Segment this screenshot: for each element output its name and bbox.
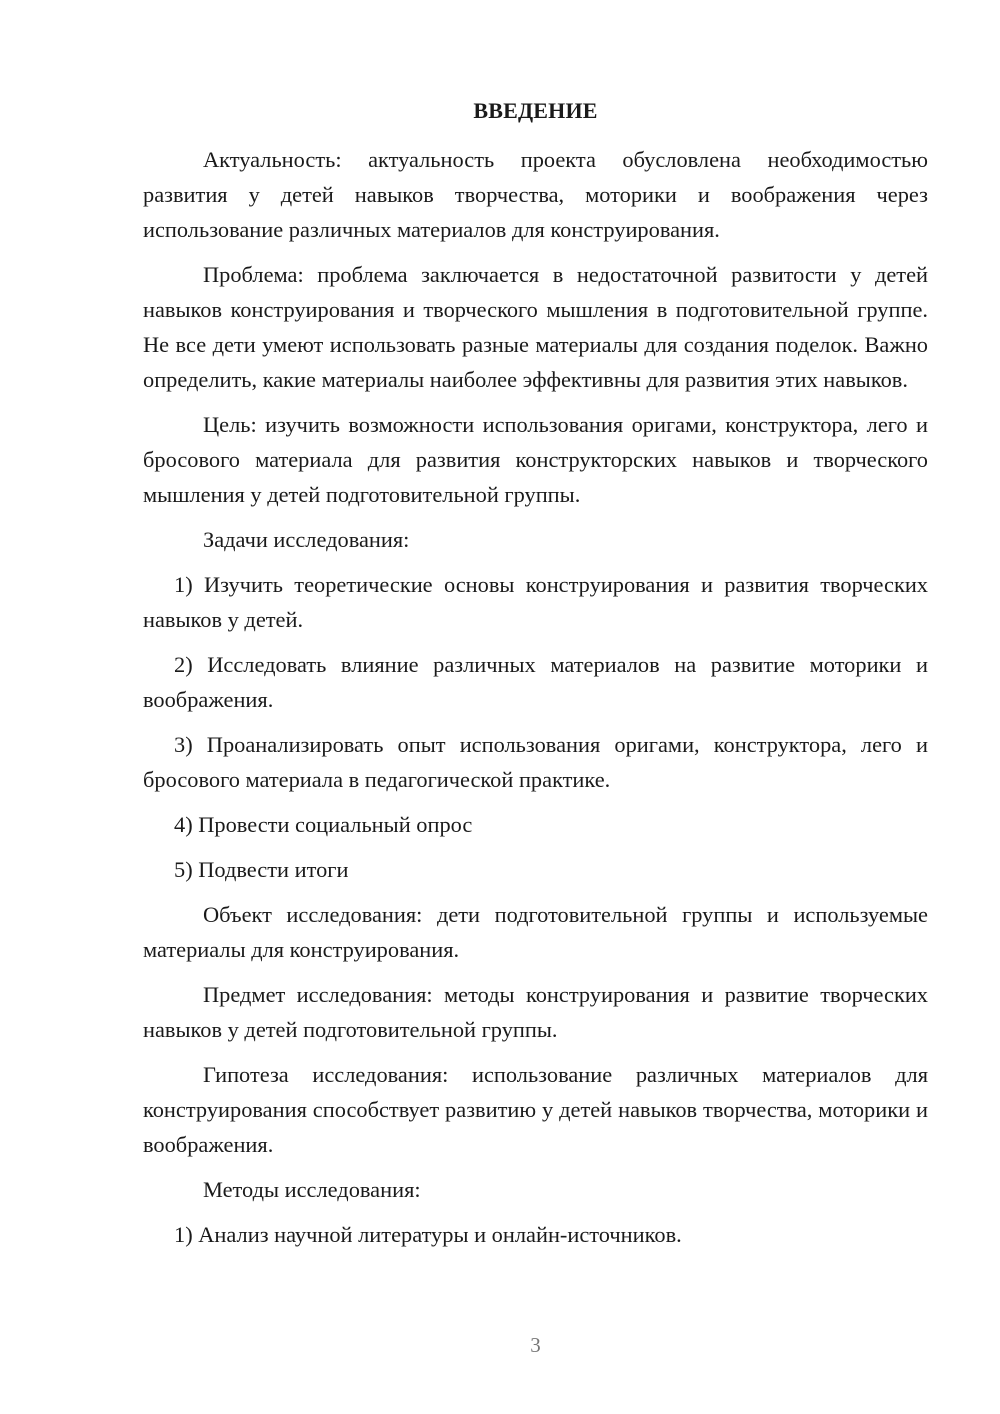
task-item-3: 3) Проанализировать опыт использования оригами, конструктора, лего и бросового материала в педагогической практике. — [143, 732, 928, 792]
section-title: ВВЕДЕНИЕ — [473, 98, 598, 123]
problem-paragraph: Проблема: проблема заключается в недостаточной развитости у детей навыков конструирования и творческого мышления в подготовительной группе. Не все дети умеют использовать разные материалы для создания поделок. Важно определить, какие материалы наиболее эффективны для развития этих навыков. — [143, 262, 928, 392]
subject-paragraph: Предмет исследования: методы конструирования и развитие творческих навыков у детей подготовительной группы. — [143, 982, 928, 1042]
task-item-2: 2) Исследовать влияние различных материалов на развитие моторики и воображения. — [143, 652, 928, 712]
page-number: 3 — [530, 1333, 541, 1357]
document-body — [143, 142, 928, 1252]
tasks-heading: Задачи исследования: — [203, 527, 410, 552]
task-item-5: 5) Подвести итоги — [174, 857, 349, 882]
hypothesis-paragraph: Гипотеза исследования: использование различных материалов для конструирования способствует развитию у детей навыков творчества, моторики и воображения. — [143, 1062, 928, 1157]
document-page — [143, 0, 928, 1414]
goal-paragraph: Цель: изучить возможности использования оригами, конструктора, лего и бросового материала для развития конструкторских навыков и творческого мышления у детей подготовительной группы. — [143, 412, 928, 507]
task-item-4: 4) Провести социальный опрос — [174, 812, 473, 837]
object-paragraph: Объект исследования: дети подготовительной группы и используемые материалы для конструирования. — [143, 902, 928, 962]
method-item-1: 1) Анализ научной литературы и онлайн-источников. — [174, 1222, 682, 1247]
relevance-paragraph: Актуальность: актуальность проекта обусловлена необходимостью развития у детей навыков творчества, моторики и воображения через использование различных материалов для конструирования. — [143, 147, 928, 242]
methods-heading: Методы исследования: — [203, 1177, 421, 1202]
task-item-1: 1) Изучить теоретические основы конструирования и развития творческих навыков у детей. — [143, 572, 928, 632]
